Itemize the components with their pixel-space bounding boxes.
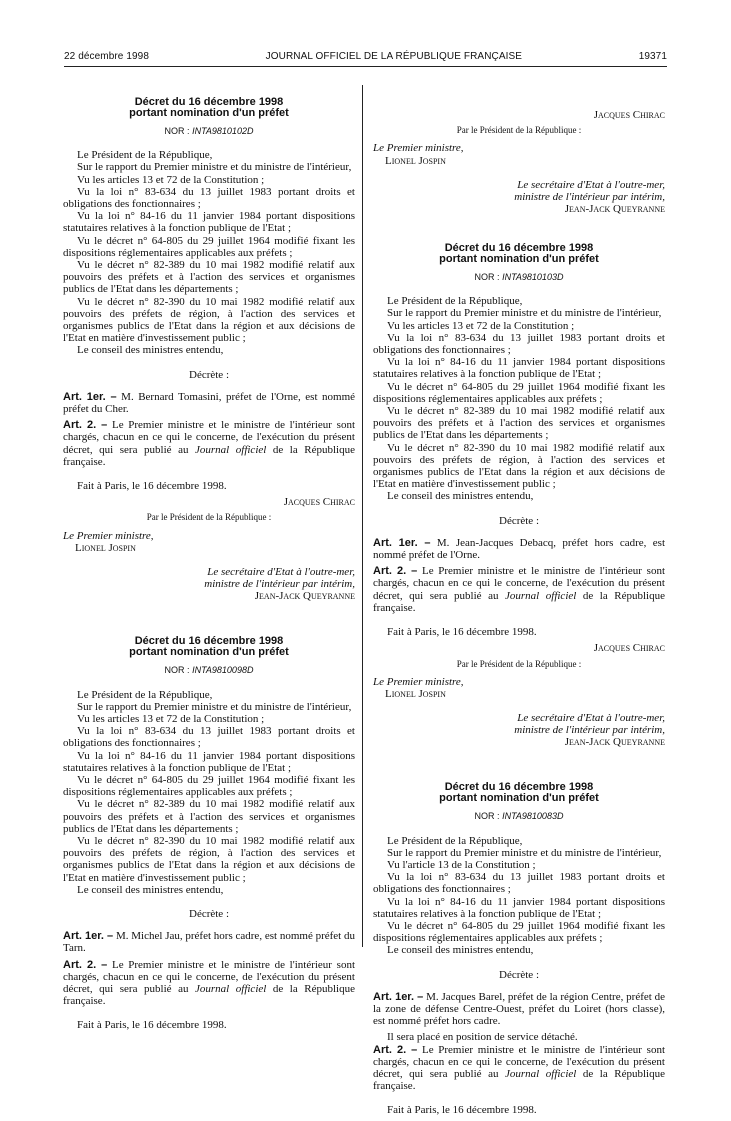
- header-journal-title: JOURNAL OFFICIEL DE LA RÉPUBLIQUE FRANÇAISE: [265, 51, 523, 62]
- signature-date: Fait à Paris, le 16 décembre 1998.: [77, 480, 227, 493]
- article-1-extra: Il sera placé en position de service détaché.: [387, 1031, 578, 1044]
- countersign-intro: Par le Président de la République :: [146, 512, 272, 523]
- decree-title: Décret du 16 décembre 1998: [444, 242, 594, 255]
- secretary-title: Le secrétaire d'Etat à l'outre-mer, ministre de l'intérieur par intérim,: [514, 712, 665, 737]
- article-label: Art. 2. –: [373, 1043, 418, 1056]
- decree-subtitle: portant nomination d'un préfet: [129, 107, 289, 119]
- visa-paragraph: Vu la loi n° 84-16 du 11 janvier 1984 portant dispositions statutaires relatives à la fonction publique de l'Etat ;: [373, 895, 665, 920]
- visa-paragraph: Sur le rapport du Premier ministre et du ministre de l'intérieur,: [387, 846, 662, 859]
- nor-reference: NOR : INTA9810098D: [164, 665, 254, 676]
- visa-paragraph: Vu le décret n° 82-390 du 10 mai 1982 modifié relatif aux pouvoirs des préfets de région, à l'action des services et organismes publics de l'Etat dans la région et aux décisions de l'Etat en matière d'investissement public ;: [373, 441, 665, 491]
- visa-paragraph: Le conseil des ministres entendu,: [387, 490, 534, 503]
- nor-code: INTA9810098D: [192, 665, 254, 676]
- left-column: [63, 97, 355, 1036]
- president-signature: Jacques Chirac: [283, 496, 355, 509]
- visa-paragraph: Sur le rapport du Premier ministre et du ministre de l'intérieur,: [77, 700, 352, 713]
- visa-paragraph: Vu le décret n° 82-390 du 10 mai 1982 modifié relatif aux pouvoirs des préfets de région, à l'action des services et organismes publics de l'Etat dans la région et aux décisions de l'Etat en matière d'investissement public ;: [63, 834, 355, 884]
- visa-paragraph: Vu la loi n° 84-16 du 11 janvier 1984 portant dispositions statutaires relatives à la fonction publique de l'Etat ;: [63, 210, 355, 235]
- decrete-heading: Décrète :: [499, 514, 539, 527]
- header-rule: [64, 66, 667, 67]
- visa-paragraph: Vu la loi n° 83-634 du 13 juillet 1983 portant droits et obligations des fonctionnaires ;: [373, 331, 665, 357]
- decree-barel: [373, 782, 665, 1116]
- decree-title: Décret du 16 décembre 1998: [134, 635, 284, 648]
- visa-paragraph: Le Président de la République,: [77, 149, 213, 162]
- visa-paragraph: Vu l'article 13 de la Constitution ;: [387, 858, 536, 871]
- secretary-name: Jean-Jack Queyranne: [254, 590, 355, 603]
- visa-paragraph: Sur le rapport du Premier ministre et du ministre de l'intérieur,: [387, 307, 662, 320]
- decree-jau: [63, 636, 355, 1031]
- article-label: Art. 1er. –: [63, 390, 117, 403]
- visa-paragraph: Vu la loi n° 83-634 du 13 juillet 1983 portant droits et obligations des fonctionnaires ;: [63, 725, 355, 750]
- article-2: Art. 2. – Le Premier ministre et le ministre de l'intérieur sont chargés, chacun en ce qui le concerne, de l'exécution du présent décret, qui sera publié au Journal officiel de la République française.: [373, 1043, 665, 1093]
- prime-minister-title: Le Premier ministre,: [63, 529, 154, 542]
- decree-subtitle: portant nomination d'un préfet: [439, 792, 599, 805]
- article-label: Art. 2. –: [373, 565, 418, 578]
- visa-paragraph: Le conseil des ministres entendu,: [77, 344, 224, 357]
- secretary-title: Le secrétaire d'Etat à l'outre-mer, ministre de l'intérieur par intérim,: [204, 566, 355, 591]
- article-2: Art. 2. – Le Premier ministre et le ministre de l'intérieur sont chargés, chacun en ce qui le concerne, de l'exécution du présent décret, qui sera publié au Journal officiel de la République française.: [63, 958, 355, 1008]
- right-column: [373, 105, 665, 1121]
- decrete-heading: Décrète :: [189, 368, 229, 381]
- visa-paragraph: Vu le décret n° 64-805 du 29 juillet 1964 modifié fixant les dispositions réglementaires applicables aux préfets ;: [373, 919, 665, 945]
- countersign-intro: Par le Président de la République :: [456, 658, 582, 669]
- article-1: Art. 1er. – M. Bernard Tomasini, préfet de l'Orne, est nommé préfet du Cher.: [63, 390, 356, 416]
- signature-date: Fait à Paris, le 16 décembre 1998.: [77, 1019, 227, 1032]
- nor-code: INTA9810103D: [502, 272, 564, 283]
- visa-paragraph: Vu les articles 13 et 72 de la Constitution ;: [77, 173, 265, 186]
- visa-paragraph: Le conseil des ministres entendu,: [77, 883, 224, 896]
- visa-paragraph: Vu le décret n° 82-389 du 10 mai 1982 modifié relatif aux pouvoirs des préfets et à l'action des services et organismes publics de l'Etat dans les départements ;: [63, 798, 355, 835]
- president-signature: Jacques Chirac: [593, 642, 665, 655]
- prime-minister-name: Lionel Jospin: [385, 154, 446, 167]
- prime-minister-title: Le Premier ministre,: [373, 142, 464, 155]
- article-1: Art. 1er. – M. Michel Jau, préfet hors cadre, est nommé préfet du Tarn.: [63, 930, 356, 955]
- article-2: Art. 2. – Le Premier ministre et le ministre de l'intérieur sont chargés, chacun en ce qui le concerne, de l'exécution du présent décret, qui sera publié au Journal officiel de la République française.: [63, 419, 355, 468]
- secretary-name: Jean-Jack Queyranne: [564, 202, 665, 215]
- article-label: Art. 1er. –: [373, 536, 431, 549]
- visa-paragraph: Vu les articles 13 et 72 de la Constitution ;: [387, 319, 575, 332]
- nor-reference: NOR : INTA9810083D: [474, 811, 564, 822]
- prime-minister-name: Lionel Jospin: [385, 687, 446, 700]
- article-label: Art. 1er. –: [373, 990, 424, 1003]
- visa-paragraph: Le conseil des ministres entendu,: [387, 944, 534, 957]
- countersign-intro: Par le Président de la République :: [456, 125, 582, 136]
- decrete-heading: Décrète :: [189, 907, 229, 920]
- visa-paragraph: Le Président de la République,: [77, 688, 213, 701]
- nor-code: INTA9810102D: [192, 126, 254, 136]
- article-1: Art. 1er. – M. Jean-Jacques Debacq, préfet hors cadre, est nommé préfet de l'Orne.: [373, 536, 666, 562]
- visa-paragraph: Vu la loi n° 84-16 du 11 janvier 1984 portant dispositions statutaires relatives à la fonction publique de l'Etat ;: [63, 749, 355, 774]
- nor-reference: NOR : INTA9810103D: [474, 272, 564, 283]
- column-divider: [362, 85, 363, 947]
- visa-paragraph: Vu la loi n° 83-634 du 13 juillet 1983 portant droits et obligations des fonctionnaires ;: [63, 185, 355, 211]
- visa-paragraph: Vu la loi n° 83-634 du 13 juillet 1983 portant droits et obligations des fonctionnaires ;: [373, 871, 665, 896]
- visa-paragraph: Vu la loi n° 84-16 du 11 janvier 1984 portant dispositions statutaires relatives à la fonction publique de l'Etat ;: [373, 356, 665, 381]
- signature-date: Fait à Paris, le 16 décembre 1998.: [387, 626, 537, 639]
- header-date: 22 décembre 1998: [64, 51, 149, 62]
- secretary-name: Jean-Jack Queyranne: [564, 736, 665, 749]
- header-page-number: 19371: [638, 51, 667, 62]
- article-2: Art. 2. – Le Premier ministre et le ministre de l'intérieur sont chargés, chacun en ce qui le concerne, de l'exécution du présent décret, qui sera publié au Journal officiel de la République française.: [373, 565, 665, 614]
- decree-debacq: [373, 243, 665, 748]
- nor-code: INTA9810083D: [502, 811, 564, 822]
- visa-paragraph: Vu le décret n° 64-805 du 29 juillet 1964 modifié fixant les dispositions réglementaires applicables aux préfets ;: [63, 773, 355, 799]
- decree-tomasini: [63, 97, 355, 602]
- visa-paragraph: Vu le décret n° 82-390 du 10 mai 1982 modifié relatif aux pouvoirs des préfets de région, à l'action des services et organismes publics de l'Etat dans la région et aux décisions de l'Etat en matière d'investissement public ;: [63, 295, 355, 345]
- visa-paragraph: Vu le décret n° 64-805 du 29 juillet 1964 modifié fixant les dispositions réglementaires applicables aux préfets ;: [373, 380, 665, 405]
- visa-paragraph: Vu les articles 13 et 72 de la Constitution ;: [77, 712, 265, 725]
- decree-subtitle: portant nomination d'un préfet: [129, 646, 289, 659]
- continued-signatures: [373, 109, 665, 215]
- visa-paragraph: Le Président de la République,: [387, 295, 523, 308]
- president-signature: Jacques Chirac: [593, 109, 665, 121]
- decree-title: Décret du 16 décembre 1998: [134, 96, 284, 108]
- visa-paragraph: Le Président de la République,: [387, 834, 523, 847]
- decree-title: Décret du 16 décembre 1998: [444, 781, 594, 794]
- visa-paragraph: Vu le décret n° 64-805 du 29 juillet 1964 modifié fixant les dispositions réglementaires applicables aux préfets ;: [63, 234, 355, 259]
- nor-reference: NOR : INTA9810102D: [164, 126, 254, 136]
- article-label: Art. 2. –: [63, 419, 108, 432]
- prime-minister-title: Le Premier ministre,: [373, 675, 464, 688]
- prime-minister-name: Lionel Jospin: [75, 541, 136, 554]
- secretary-title: Le secrétaire d'Etat à l'outre-mer, ministre de l'intérieur par intérim,: [514, 178, 665, 203]
- decree-subtitle: portant nomination d'un préfet: [439, 253, 599, 266]
- article-label: Art. 2. –: [63, 958, 108, 971]
- visa-paragraph: Sur le rapport du Premier ministre et du ministre de l'intérieur,: [77, 161, 352, 174]
- article-1: Art. 1er. – M. Jacques Barel, préfet de la région Centre, préfet de la zone de défense Centre-Ouest, préfet du Loiret (hors classe), est nommé préfet hors cadre.: [373, 990, 666, 1028]
- running-header: [64, 51, 667, 62]
- decrete-heading: Décrète :: [499, 968, 539, 981]
- visa-paragraph: Vu le décret n° 82-389 du 10 mai 1982 modifié relatif aux pouvoirs des préfets et à l'action des services et organismes publics de l'Etat dans les départements ;: [373, 405, 665, 442]
- visa-paragraph: Vu le décret n° 82-389 du 10 mai 1982 modifié relatif aux pouvoirs des préfets et à l'action des services et organismes publics de l'Etat dans les départements ;: [63, 259, 355, 296]
- signature-date: Fait à Paris, le 16 décembre 1998.: [387, 1104, 537, 1117]
- article-label: Art. 1er. –: [63, 930, 114, 943]
